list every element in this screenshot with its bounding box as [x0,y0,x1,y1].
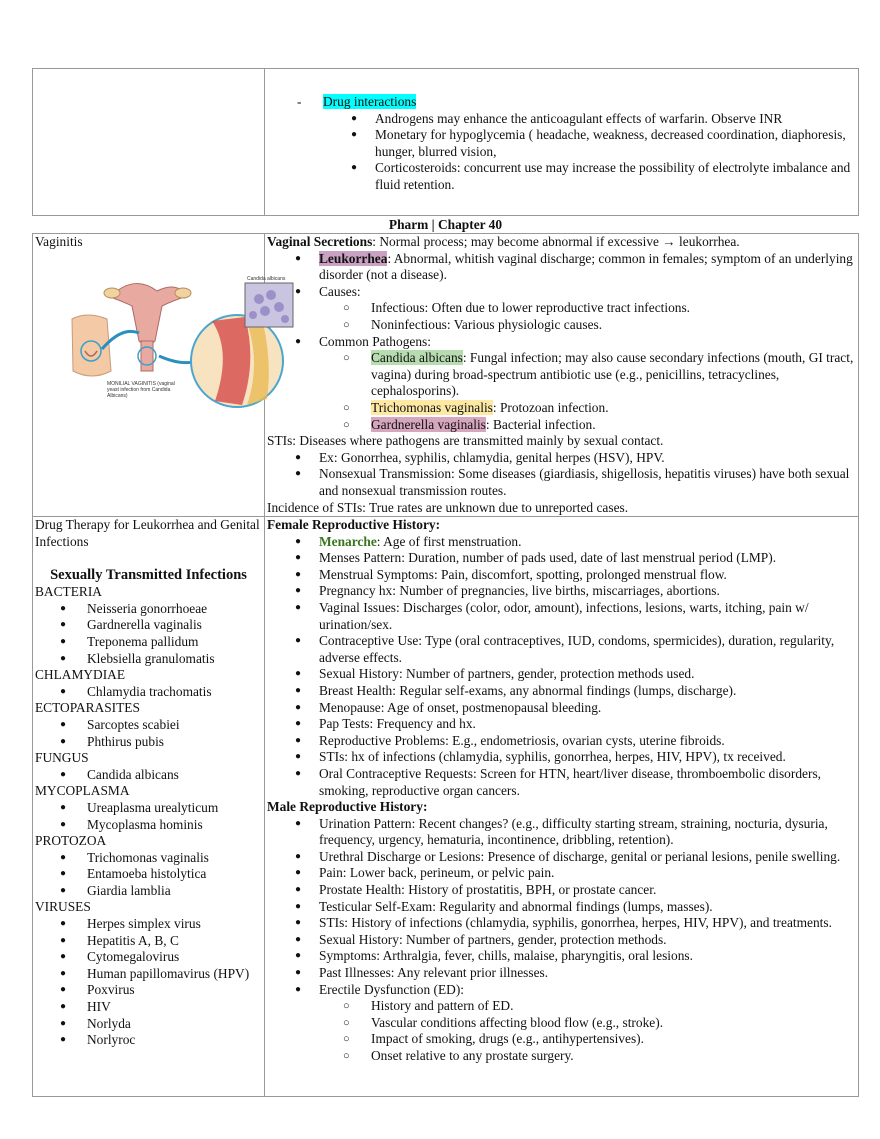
list-item: ● Symptoms: Arthralgia, fever, chills, malaise, pharyngitis, oral lesions. [267,948,856,965]
list-item: ● Giardia lamblia [35,883,262,900]
list-item: ● Norlyda [35,1016,262,1033]
list-item: ● Causes: [267,284,856,301]
drug-interactions-list [267,111,856,194]
list-item: ● Neisseria gonorrhoeae [35,601,262,618]
list-item: ● Menopause: Age of onset, postmenopausal bleeding. [267,700,856,717]
drug-therapy-right-cell [265,517,858,1097]
vaginitis-left-cell [33,234,286,516]
sti-heading: Sexually Transmitted Infections [50,567,247,584]
list-item: ● Breast Health: Regular self-exams, any abnormal findings (lumps, discharge). [267,683,856,700]
vaginitis-row [33,234,858,516]
top-table-right-cell [265,69,858,215]
list-item: ● Menstrual Symptoms: Pain, discomfort, spotting, prolonged menstrual flow. [267,567,856,584]
sti-group-name: PROTOZOA [35,833,107,849]
female-history-heading: Female Reproductive History: [267,517,441,532]
list-item: ● Pap Tests: Frequency and hx. [267,716,856,733]
stis-list [267,450,856,500]
sti-group-name: MYCOPLASMA [35,783,130,799]
list-item: ● Common Pathogens: [267,334,856,351]
sti-group-list [35,717,262,750]
list-item: ● Cytomegalovirus [35,949,262,966]
list-item: ● Sarcoptes scabiei [35,717,262,734]
list-item: ● Phthirus pubis [35,734,262,751]
list-item: ● Urination Pattern: Recent changes? (e.g., difficulty starting stream, straining, nocturia, dysuria, frequency, urgency, hematuria, incontinence, dribbling, retention). [267,816,856,849]
pathogens-list [267,350,856,433]
list-item: ● Menarche: Age of first menstruation. [267,534,856,551]
list-item: ○ Infectious: Often due to lower reproductive tract infections. [267,300,856,317]
drug-therapy-row [33,516,858,1097]
list-item: ● Hepatitis A, B, C [35,933,262,950]
sti-group-name: FUNGUS [35,750,89,766]
sti-group-list [35,916,262,1049]
sti-group-name: BACTERIA [35,584,102,600]
list-item: ● Trichomonas vaginalis [35,850,262,867]
list-item: ● Gardnerella vaginalis [35,617,262,634]
list-item: ● Norlyroc [35,1032,262,1049]
list-item: ● Pain: Lower back, perineum, or pelvic pain. [267,865,856,882]
list-item: ● Monetary for hypoglycemia ( headache, weakness, decreased coordination, diaphoresis, hunger, blurred vision, [267,127,856,160]
list-item: ● Poxvirus [35,982,262,999]
vaginitis-illustration-svg [67,271,297,411]
sti-group-list [35,767,262,784]
drug-therapy-title: Drug Therapy for Leukorrhea and Genital Infections [35,517,260,549]
list-item: ● Klebsiella granulomatis [35,651,262,668]
vaginitis-list [267,251,856,301]
vaginitis-right-cell [265,234,858,516]
sti-group-list [35,800,262,833]
list-item: ● Treponema pallidum [35,634,262,651]
list-item: ○ History and pattern of ED. [267,998,856,1015]
list-item: ○ Onset relative to any prostate surgery. [267,1048,856,1065]
causes-list [267,300,856,333]
list-item: ○ Impact of smoking, drugs (e.g., antihypertensives). [267,1031,856,1048]
incidence-line: Incidence of STIs: True rates are unknown due to unreported cases. [267,499,629,515]
list-item: ○ Trichomonas vaginalis: Protozoan infection. [267,400,856,417]
sti-groups [35,584,262,1049]
vaginal-secretions-line: Vaginal Secretions: Normal process; may become abnormal if excessive → leukorrhea. [267,234,740,249]
list-item: ● Past Illnesses: Any relevant prior illnesses. [267,965,856,982]
list-item: ○ Gardnerella vaginalis: Bacterial infection. [267,417,856,434]
list-item: ● Prostate Health: History of prostatitis, BPH, or prostate cancer. [267,882,856,899]
drug-interactions-heading: - Drug interactions [297,94,417,109]
stis-line: STIs: Diseases where pathogens are transmitted mainly by sexual contact. [267,433,664,449]
list-item: ● Corticosteroids: concurrent use may increase the possibility of electrolyte imbalance and fluid retention. [267,160,856,193]
list-item: ● Oral Contraceptive Requests: Screen for HTN, heart/liver disease, thromboembolic disorders, smoking, reproductive organ cancers. [267,766,856,799]
list-item: ● Ureaplasma urealyticum [35,800,262,817]
female-history-list [267,534,856,800]
list-item: ● STIs: hx of infections (chlamydia, syphilis, gonorrhea, herpes, HIV, HPV), tx received. [267,749,856,766]
sti-group-name: ECTOPARASITES [35,700,140,716]
list-item: ● Sexual History: Number of partners, gender, protection methods used. [267,666,856,683]
list-item: ● Chlamydia trachomatis [35,684,262,701]
list-item: ● Mycoplasma hominis [35,817,262,834]
list-item: ● Vaginal Issues: Discharges (color, odor, amount), infections, lesions, warts, itching, pain w/ urination/sex. [267,600,856,633]
section-title: Pharm | Chapter 40 [388,217,503,232]
list-item: ● Ex: Gonorrhea, syphilis, chlamydia, genital herpes (HSV), HPV. [267,450,856,467]
pathogens-heading-list [267,334,856,351]
list-item: ● Reproductive Problems: E.g., endometriosis, ovarian cysts, uterine fibroids. [267,733,856,750]
list-item: ● HIV [35,999,262,1016]
sti-group-list [35,601,262,667]
list-item: ● Menses Pattern: Duration, number of pads used, date of last menstrual period (LMP). [267,550,856,567]
list-item: ● Candida albicans [35,767,262,784]
list-item: ● Human papillomavirus (HPV) [35,966,262,983]
candida-box-label: Candida albicans [247,275,286,282]
list-item: ○ Candida albicans: Fungal infection; may also cause secondary infections (mouth, GI tract, vagina) during broad-spectrum antibiotic use (e.g., penicillins, tetracyclines, cephalosporins). [267,350,856,400]
list-item: ● STIs: History of infections (chlamydia, syphilis, gonorrhea, herpes, HIV, HPV), and treatments. [267,915,856,932]
list-item: ● Pregnancy hx: Number of pregnancies, live births, miscarriages, abortions. [267,583,856,600]
illustration-caption: MONILIAL VAGINITIS (vaginal yeast infection from Candida Albicans) [107,380,175,399]
main-table [32,233,859,1097]
list-item: ○ Vascular conditions affecting blood flow (e.g., stroke). [267,1015,856,1032]
list-item: ○ Noninfectious: Various physiologic causes. [267,317,856,334]
list-item: ● Leukorrhea: Abnormal, whitish vaginal discharge; common in females; symptom of an underlying disorder (not a disease). [267,251,856,284]
top-table-left-cell [33,69,265,215]
sti-group-name: CHLAMYDIAE [35,667,126,683]
list-item: ● Contraceptive Use: Type (oral contraceptives, IUD, condoms, spermicides), duration, regularity, adverse effects. [267,633,856,666]
list-item: ● Nonsexual Transmission: Some diseases (giardiasis, shigellosis, hepatitis viruses) have both sexual and nonsexual transmission routes. [267,466,856,499]
vaginitis-label: Vaginitis [35,234,83,249]
list-item: ● Androgens may enhance the anticoagulant effects of warfarin. Observe INR [267,111,856,128]
male-history-heading: Male Reproductive History: [267,799,428,815]
sti-group-list [35,684,262,701]
list-item: ● Sexual History: Number of partners, gender, protection methods. [267,932,856,949]
top-table [32,68,859,216]
ed-list [267,998,856,1064]
male-history-list [267,816,856,999]
list-item: ● Testicular Self-Exam: Regularity and abnormal findings (lumps, masses). [267,899,856,916]
vaginitis-illustration [67,271,297,411]
list-item: ● Entamoeba histolytica [35,866,262,883]
list-item: ● Urethral Discharge or Lesions: Presence of discharge, genital or perianal lesions, penile swelling. [267,849,856,866]
list-item: ● Erectile Dysfunction (ED): [267,982,856,999]
sti-group-name: VIRUSES [35,899,91,915]
sti-group-list [35,850,262,900]
list-item: ● Herpes simplex virus [35,916,262,933]
drug-therapy-left-cell [33,517,265,1097]
